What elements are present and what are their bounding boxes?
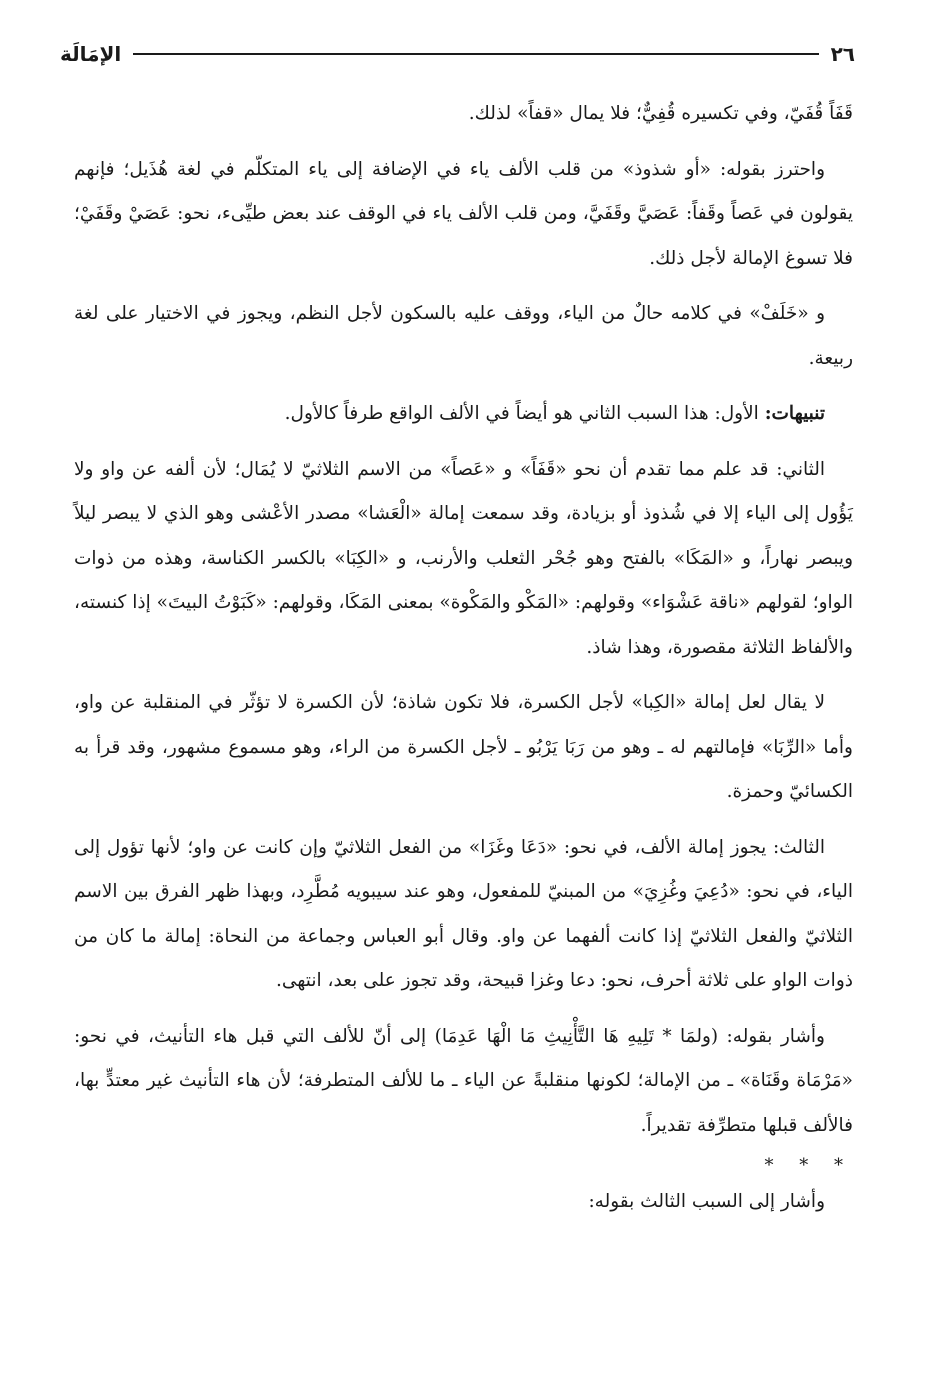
closing-line: وأشار إلى السبب الثالث بقوله:	[588, 1191, 825, 1212]
paragraph-1: قَفَاً قُفَيّ، وفي تكسيره قُفِيٌّ؛ فلا يمال «قفاً» لذلك.	[468, 103, 853, 124]
header-rule	[133, 53, 818, 55]
paragraph-6: لا يقال لعل إمالة «الكِبا» لأجل الكسرة، فلا تكون شاذة؛ لأن الكسرة لا تؤثّر في المنقلبة عن واو، وأما «الرِّبَا» فإمالتهم له ـ وهو من رَبَا يَرْبُو ـ لأجل الكسرة من الراء، وهو مسموع مشهور، وقد قرأ به الكسائيّ وحمزة.	[74, 692, 853, 802]
page-number: ٢٦	[830, 42, 855, 66]
paragraph-4	[74, 392, 853, 437]
paragraph-7: الثالث: يجوز إمالة الألف، في نحو: «دَعَا وغَزَا» من الفعل الثلاثيّ وإن كانت عن واو؛ لأنها تؤول إلى الياء، في نحو: «دُعِيَ وغُزِيَ» من المبنيّ للمفعول، وهو عند سيبويه مُطَّرِد، وبهذا ظهر الفرق بين الاسم الثلاثيّ والفعل الثلاثيّ إذا كانت ألفهما عن واو. وقال أبو العباس وجماعة من النحاة: إمالة ما كان من ذوات الواو على ثلاثة أحرف، نحو: دعا وغزا قبيحة، وقد تجوز على بعد، انتهى.	[74, 836, 853, 991]
notes-heading: تنبيهات:	[764, 403, 825, 424]
paragraph-8: وأشار بقوله: (ولمَا * تَلِيهِ هَا التَّأْنِيثِ مَا الْهَا عَدِمَا) إلى أنّ للألف التي قبل هاء التأنيث، في نحو: «مَرْمَاة وقَنَاة» ـ من الإمالة؛ لكونها منقلبةً عن الياء ـ ما للألف المتطرفة؛ لأن هاء التأنيث غير معتدٍّ بها، فالألف قبلها متطرِّفة تقديراً.	[74, 1025, 853, 1136]
paragraph-5: الثاني: قد علم مما تقدم أن نحو «قَفَاً» و «عَصاً» من الاسم الثلاثيّ لا يُمَال؛ لأن ألفه عن واو ولا يَؤُول إلى الياء إلا في شُذوذ أو بزيادة، وقد سمعت إمالة «الْعَشا» مصدر الأعْشى وهو الذي لا يبصر ليلاً ويبصر نهاراً، و «المَكَا» بالفتح وهو جُحْر الثعلب والأرنب، و «الكِبَا» بالكسر الكناسة، وهذه من ذوات الواو؛ لقولهم «ناقة عَشْوَاء» وقولهم: «المَكْو والمَكْوة» بمعنى المَكَا، وقولهم: «كَبَوْتُ البيتَ» إذا كنسته، والألفاظ الثلاثة مقصورة، وهذا شاذ.	[74, 458, 853, 658]
page-body	[74, 92, 853, 1225]
running-title: الإمَالَة	[60, 42, 122, 66]
section-separator: * * *	[764, 1155, 853, 1176]
paragraph-3: و «خَلَفْ» في كلامه حالٌ من الياء، ووقف عليه بالسكون لأجل النظم، ويجوز في الاختيار على لغة ربيعة.	[74, 303, 853, 369]
running-header	[60, 36, 855, 72]
paragraph-2: واحترز بقوله: «أو شذوذ» من قلب الألف ياء في الإضافة إلى ياء المتكلّم في لغة هُذَيل؛ فإنهم يقولون في عَصاً وقَفاً: عَصَيَّ وقَفَيَّ، ومن قلب الألف ياء في الوقف عند بعض طيِّىء، نحو: عَصَيْ وقَفَيْ؛ فلا تسوغ الإمالة لأجل ذلك.	[74, 158, 853, 269]
paragraph-4-text: الأول: هذا السبب الثاني هو أيضاً في الألف الواقع طرفاً كالأول.	[284, 403, 765, 424]
